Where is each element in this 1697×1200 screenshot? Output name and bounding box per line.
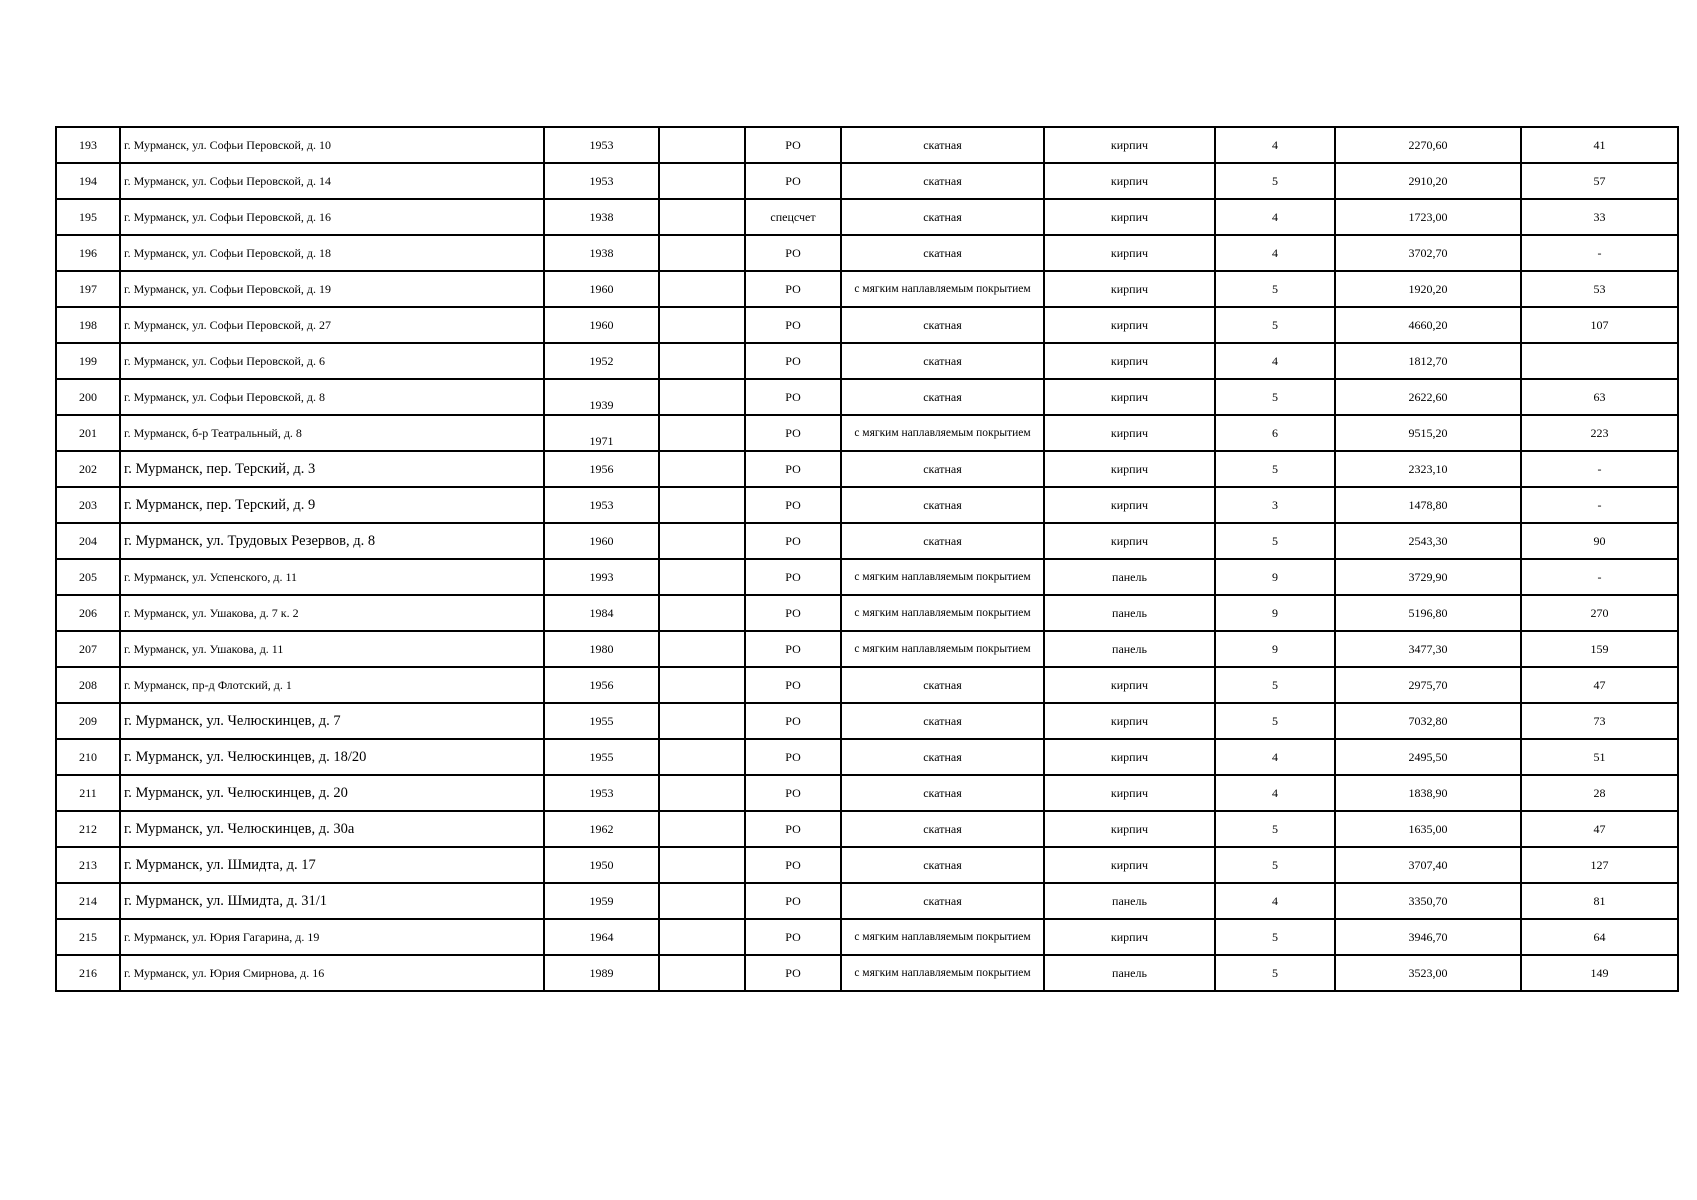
cell-wall-material: кирпич: [1044, 775, 1215, 811]
cell-address: г. Мурманск, ул. Софьи Перовской, д. 10: [120, 127, 544, 163]
cell-address: г. Мурманск, ул. Трудовых Резервов, д. 8: [120, 523, 544, 559]
cell-roof-type: скатная: [841, 487, 1044, 523]
cell-address: г. Мурманск, пер. Терский, д. 3: [120, 451, 544, 487]
cell-floors: 5: [1215, 919, 1335, 955]
cell-wall-material: кирпич: [1044, 667, 1215, 703]
cell-roof-type: скатная: [841, 235, 1044, 271]
cell-year: 1984: [544, 595, 659, 631]
cell-year: 1993: [544, 559, 659, 595]
cell-count: 149: [1521, 955, 1678, 991]
cell-count: -: [1521, 487, 1678, 523]
cell-row-number: 198: [56, 307, 120, 343]
table-row: [56, 631, 1678, 667]
cell-empty: [659, 955, 745, 991]
cell-roof-type: скатная: [841, 199, 1044, 235]
cell-area: 2495,50: [1335, 739, 1521, 775]
cell-floors: 5: [1215, 451, 1335, 487]
cell-year: 1980: [544, 631, 659, 667]
cell-row-number: 197: [56, 271, 120, 307]
cell-roof-type: скатная: [841, 811, 1044, 847]
cell-wall-material: кирпич: [1044, 199, 1215, 235]
housing-registry-table: [55, 126, 1679, 992]
cell-row-number: 211: [56, 775, 120, 811]
cell-year: 1959: [544, 883, 659, 919]
table-row: [56, 343, 1678, 379]
table-row: [56, 307, 1678, 343]
cell-empty: [659, 667, 745, 703]
cell-row-number: 193: [56, 127, 120, 163]
cell-empty: [659, 523, 745, 559]
cell-floors: 4: [1215, 739, 1335, 775]
cell-roof-type: с мягким наплавляемым покрытием: [841, 559, 1044, 595]
cell-row-number: 213: [56, 847, 120, 883]
cell-fund-type: РО: [745, 343, 841, 379]
cell-address: г. Мурманск, ул. Софьи Перовской, д. 18: [120, 235, 544, 271]
cell-count: 33: [1521, 199, 1678, 235]
cell-fund-type: РО: [745, 487, 841, 523]
cell-row-number: 214: [56, 883, 120, 919]
cell-count: 81: [1521, 883, 1678, 919]
cell-count: 64: [1521, 919, 1678, 955]
cell-roof-type: скатная: [841, 379, 1044, 415]
cell-empty: [659, 451, 745, 487]
cell-row-number: 204: [56, 523, 120, 559]
cell-roof-type: скатная: [841, 703, 1044, 739]
table-row: [56, 523, 1678, 559]
cell-row-number: 195: [56, 199, 120, 235]
cell-floors: 5: [1215, 667, 1335, 703]
cell-area: 3350,70: [1335, 883, 1521, 919]
cell-count: 223: [1521, 415, 1678, 451]
cell-fund-type: РО: [745, 163, 841, 199]
cell-address: г. Мурманск, ул. Софьи Перовской, д. 19: [120, 271, 544, 307]
cell-empty: [659, 415, 745, 451]
cell-empty: [659, 343, 745, 379]
cell-area: 1920,20: [1335, 271, 1521, 307]
table-row: [56, 271, 1678, 307]
cell-area: 2975,70: [1335, 667, 1521, 703]
cell-year: 1960: [544, 523, 659, 559]
cell-empty: [659, 487, 745, 523]
cell-area: 4660,20: [1335, 307, 1521, 343]
cell-fund-type: РО: [745, 919, 841, 955]
cell-row-number: 196: [56, 235, 120, 271]
cell-empty: [659, 379, 745, 415]
cell-count: 159: [1521, 631, 1678, 667]
cell-area: 2323,10: [1335, 451, 1521, 487]
cell-year: 1962: [544, 811, 659, 847]
cell-year: 1971: [544, 415, 659, 451]
cell-roof-type: с мягким наплавляемым покрытием: [841, 631, 1044, 667]
cell-row-number: 200: [56, 379, 120, 415]
table-row: [56, 415, 1678, 451]
cell-wall-material: панель: [1044, 955, 1215, 991]
cell-area: 9515,20: [1335, 415, 1521, 451]
cell-count: 57: [1521, 163, 1678, 199]
cell-count: 51: [1521, 739, 1678, 775]
cell-year: 1953: [544, 775, 659, 811]
cell-count: 63: [1521, 379, 1678, 415]
cell-floors: 4: [1215, 343, 1335, 379]
cell-floors: 6: [1215, 415, 1335, 451]
cell-floors: 9: [1215, 631, 1335, 667]
cell-fund-type: РО: [745, 739, 841, 775]
cell-empty: [659, 595, 745, 631]
cell-year: 1955: [544, 703, 659, 739]
cell-year: 1953: [544, 487, 659, 523]
cell-count: 107: [1521, 307, 1678, 343]
cell-year: 1953: [544, 163, 659, 199]
cell-floors: 3: [1215, 487, 1335, 523]
table-row: [56, 235, 1678, 271]
cell-roof-type: скатная: [841, 127, 1044, 163]
cell-count: 73: [1521, 703, 1678, 739]
table-body: [56, 127, 1678, 991]
cell-year: 1960: [544, 307, 659, 343]
cell-row-number: 203: [56, 487, 120, 523]
cell-floors: 5: [1215, 703, 1335, 739]
cell-wall-material: кирпич: [1044, 847, 1215, 883]
cell-empty: [659, 703, 745, 739]
cell-address: г. Мурманск, ул. Юрия Гагарина, д. 19: [120, 919, 544, 955]
cell-count: 47: [1521, 667, 1678, 703]
cell-row-number: 205: [56, 559, 120, 595]
cell-floors: 4: [1215, 775, 1335, 811]
cell-row-number: 194: [56, 163, 120, 199]
cell-empty: [659, 847, 745, 883]
cell-area: 2543,30: [1335, 523, 1521, 559]
table-row: [56, 919, 1678, 955]
cell-address: г. Мурманск, ул. Ушакова, д. 7 к. 2: [120, 595, 544, 631]
cell-address: г. Мурманск, пр-д Флотский, д. 1: [120, 667, 544, 703]
table-row: [56, 811, 1678, 847]
cell-floors: 5: [1215, 523, 1335, 559]
cell-roof-type: скатная: [841, 847, 1044, 883]
cell-count: [1521, 343, 1678, 379]
cell-empty: [659, 739, 745, 775]
cell-wall-material: кирпич: [1044, 307, 1215, 343]
cell-area: 3702,70: [1335, 235, 1521, 271]
cell-row-number: 199: [56, 343, 120, 379]
cell-empty: [659, 163, 745, 199]
cell-empty: [659, 127, 745, 163]
cell-floors: 5: [1215, 811, 1335, 847]
table-row: [56, 487, 1678, 523]
cell-count: 41: [1521, 127, 1678, 163]
cell-address: г. Мурманск, ул. Челюскинцев, д. 30а: [120, 811, 544, 847]
cell-wall-material: кирпич: [1044, 271, 1215, 307]
cell-fund-type: РО: [745, 883, 841, 919]
cell-fund-type: РО: [745, 415, 841, 451]
cell-area: 3477,30: [1335, 631, 1521, 667]
cell-year: 1950: [544, 847, 659, 883]
cell-area: 1723,00: [1335, 199, 1521, 235]
cell-fund-type: РО: [745, 595, 841, 631]
cell-roof-type: с мягким наплавляемым покрытием: [841, 595, 1044, 631]
cell-floors: 5: [1215, 163, 1335, 199]
cell-floors: 9: [1215, 559, 1335, 595]
cell-row-number: 207: [56, 631, 120, 667]
cell-fund-type: РО: [745, 379, 841, 415]
cell-area: 1478,80: [1335, 487, 1521, 523]
cell-row-number: 215: [56, 919, 120, 955]
cell-count: -: [1521, 235, 1678, 271]
cell-address: г. Мурманск, ул. Софьи Перовской, д. 14: [120, 163, 544, 199]
cell-fund-type: РО: [745, 559, 841, 595]
cell-floors: 4: [1215, 235, 1335, 271]
cell-area: 7032,80: [1335, 703, 1521, 739]
cell-roof-type: скатная: [841, 667, 1044, 703]
cell-year: 1964: [544, 919, 659, 955]
cell-address: г. Мурманск, ул. Софьи Перовской, д. 8: [120, 379, 544, 415]
cell-floors: 4: [1215, 127, 1335, 163]
cell-floors: 5: [1215, 379, 1335, 415]
cell-fund-type: РО: [745, 703, 841, 739]
cell-wall-material: панель: [1044, 595, 1215, 631]
cell-fund-type: РО: [745, 955, 841, 991]
cell-roof-type: с мягким наплавляемым покрытием: [841, 415, 1044, 451]
cell-year: 1956: [544, 667, 659, 703]
cell-wall-material: кирпич: [1044, 127, 1215, 163]
cell-empty: [659, 559, 745, 595]
cell-roof-type: скатная: [841, 451, 1044, 487]
table-row: [56, 595, 1678, 631]
cell-count: 47: [1521, 811, 1678, 847]
cell-year: 1953: [544, 127, 659, 163]
cell-year: 1938: [544, 199, 659, 235]
cell-floors: 5: [1215, 847, 1335, 883]
cell-empty: [659, 199, 745, 235]
cell-year: 1938: [544, 235, 659, 271]
cell-address: г. Мурманск, ул. Челюскинцев, д. 7: [120, 703, 544, 739]
cell-address: г. Мурманск, ул. Шмидта, д. 31/1: [120, 883, 544, 919]
cell-wall-material: панель: [1044, 559, 1215, 595]
cell-fund-type: РО: [745, 811, 841, 847]
cell-row-number: 206: [56, 595, 120, 631]
cell-fund-type: РО: [745, 667, 841, 703]
cell-wall-material: кирпич: [1044, 343, 1215, 379]
cell-count: 270: [1521, 595, 1678, 631]
table-row: [56, 379, 1678, 415]
cell-roof-type: с мягким наплавляемым покрытием: [841, 955, 1044, 991]
cell-area: 3729,90: [1335, 559, 1521, 595]
cell-wall-material: кирпич: [1044, 703, 1215, 739]
cell-area: 3946,70: [1335, 919, 1521, 955]
cell-roof-type: скатная: [841, 523, 1044, 559]
cell-area: 2622,60: [1335, 379, 1521, 415]
cell-row-number: 209: [56, 703, 120, 739]
cell-floors: 5: [1215, 271, 1335, 307]
cell-wall-material: панель: [1044, 883, 1215, 919]
cell-wall-material: кирпич: [1044, 379, 1215, 415]
cell-wall-material: кирпич: [1044, 919, 1215, 955]
cell-address: г. Мурманск, ул. Шмидта, д. 17: [120, 847, 544, 883]
cell-year: 1989: [544, 955, 659, 991]
cell-fund-type: РО: [745, 451, 841, 487]
cell-roof-type: скатная: [841, 775, 1044, 811]
cell-wall-material: кирпич: [1044, 487, 1215, 523]
table-row: [56, 667, 1678, 703]
cell-address: г. Мурманск, ул. Челюскинцев, д. 18/20: [120, 739, 544, 775]
cell-wall-material: кирпич: [1044, 163, 1215, 199]
cell-wall-material: кирпич: [1044, 451, 1215, 487]
cell-year: 1955: [544, 739, 659, 775]
cell-empty: [659, 235, 745, 271]
cell-count: -: [1521, 559, 1678, 595]
cell-empty: [659, 919, 745, 955]
cell-row-number: 210: [56, 739, 120, 775]
table-row: [56, 451, 1678, 487]
cell-empty: [659, 271, 745, 307]
cell-empty: [659, 307, 745, 343]
cell-row-number: 216: [56, 955, 120, 991]
cell-floors: 4: [1215, 883, 1335, 919]
cell-count: 90: [1521, 523, 1678, 559]
cell-wall-material: кирпич: [1044, 235, 1215, 271]
cell-fund-type: РО: [745, 127, 841, 163]
cell-fund-type: РО: [745, 307, 841, 343]
cell-area: 3707,40: [1335, 847, 1521, 883]
cell-address: г. Мурманск, ул. Софьи Перовской, д. 27: [120, 307, 544, 343]
cell-count: 53: [1521, 271, 1678, 307]
cell-fund-type: РО: [745, 523, 841, 559]
cell-row-number: 208: [56, 667, 120, 703]
cell-fund-type: РО: [745, 631, 841, 667]
table-row: [56, 847, 1678, 883]
cell-address: г. Мурманск, ул. Юрия Смирнова, д. 16: [120, 955, 544, 991]
cell-fund-type: РО: [745, 271, 841, 307]
cell-area: 3523,00: [1335, 955, 1521, 991]
cell-empty: [659, 631, 745, 667]
cell-empty: [659, 811, 745, 847]
cell-address: г. Мурманск, ул. Успенского, д. 11: [120, 559, 544, 595]
cell-address: г. Мурманск, ул. Ушакова, д. 11: [120, 631, 544, 667]
table-row: [56, 199, 1678, 235]
cell-area: 1838,90: [1335, 775, 1521, 811]
cell-roof-type: скатная: [841, 307, 1044, 343]
table-row: [56, 703, 1678, 739]
cell-area: 2270,60: [1335, 127, 1521, 163]
cell-address: г. Мурманск, б-р Театральный, д. 8: [120, 415, 544, 451]
cell-year: 1939: [544, 379, 659, 415]
cell-wall-material: кирпич: [1044, 811, 1215, 847]
table-row: [56, 127, 1678, 163]
cell-fund-type: РО: [745, 775, 841, 811]
cell-roof-type: скатная: [841, 343, 1044, 379]
cell-year: 1952: [544, 343, 659, 379]
cell-wall-material: панель: [1044, 631, 1215, 667]
cell-address: г. Мурманск, ул. Челюскинцев, д. 20: [120, 775, 544, 811]
cell-empty: [659, 775, 745, 811]
table-row: [56, 163, 1678, 199]
cell-count: 28: [1521, 775, 1678, 811]
cell-roof-type: скатная: [841, 163, 1044, 199]
cell-area: 1812,70: [1335, 343, 1521, 379]
cell-wall-material: кирпич: [1044, 415, 1215, 451]
cell-row-number: 202: [56, 451, 120, 487]
cell-fund-type: РО: [745, 847, 841, 883]
table-row: [56, 775, 1678, 811]
cell-floors: 5: [1215, 307, 1335, 343]
cell-address: г. Мурманск, ул. Софьи Перовской, д. 16: [120, 199, 544, 235]
cell-year: 1960: [544, 271, 659, 307]
cell-roof-type: с мягким наплавляемым покрытием: [841, 271, 1044, 307]
cell-address: г. Мурманск, пер. Терский, д. 9: [120, 487, 544, 523]
cell-area: 2910,20: [1335, 163, 1521, 199]
cell-wall-material: кирпич: [1044, 523, 1215, 559]
cell-area: 1635,00: [1335, 811, 1521, 847]
cell-count: 127: [1521, 847, 1678, 883]
cell-empty: [659, 883, 745, 919]
table-row: [56, 739, 1678, 775]
cell-roof-type: скатная: [841, 883, 1044, 919]
table-row: [56, 883, 1678, 919]
cell-count: -: [1521, 451, 1678, 487]
cell-wall-material: кирпич: [1044, 739, 1215, 775]
cell-row-number: 201: [56, 415, 120, 451]
cell-year: 1956: [544, 451, 659, 487]
cell-row-number: 212: [56, 811, 120, 847]
cell-floors: 5: [1215, 955, 1335, 991]
cell-fund-type: РО: [745, 235, 841, 271]
cell-roof-type: скатная: [841, 739, 1044, 775]
cell-fund-type: спецсчет: [745, 199, 841, 235]
cell-floors: 9: [1215, 595, 1335, 631]
cell-area: 5196,80: [1335, 595, 1521, 631]
table-row: [56, 559, 1678, 595]
table-row: [56, 955, 1678, 991]
cell-address: г. Мурманск, ул. Софьи Перовской, д. 6: [120, 343, 544, 379]
cell-roof-type: с мягким наплавляемым покрытием: [841, 919, 1044, 955]
cell-floors: 4: [1215, 199, 1335, 235]
